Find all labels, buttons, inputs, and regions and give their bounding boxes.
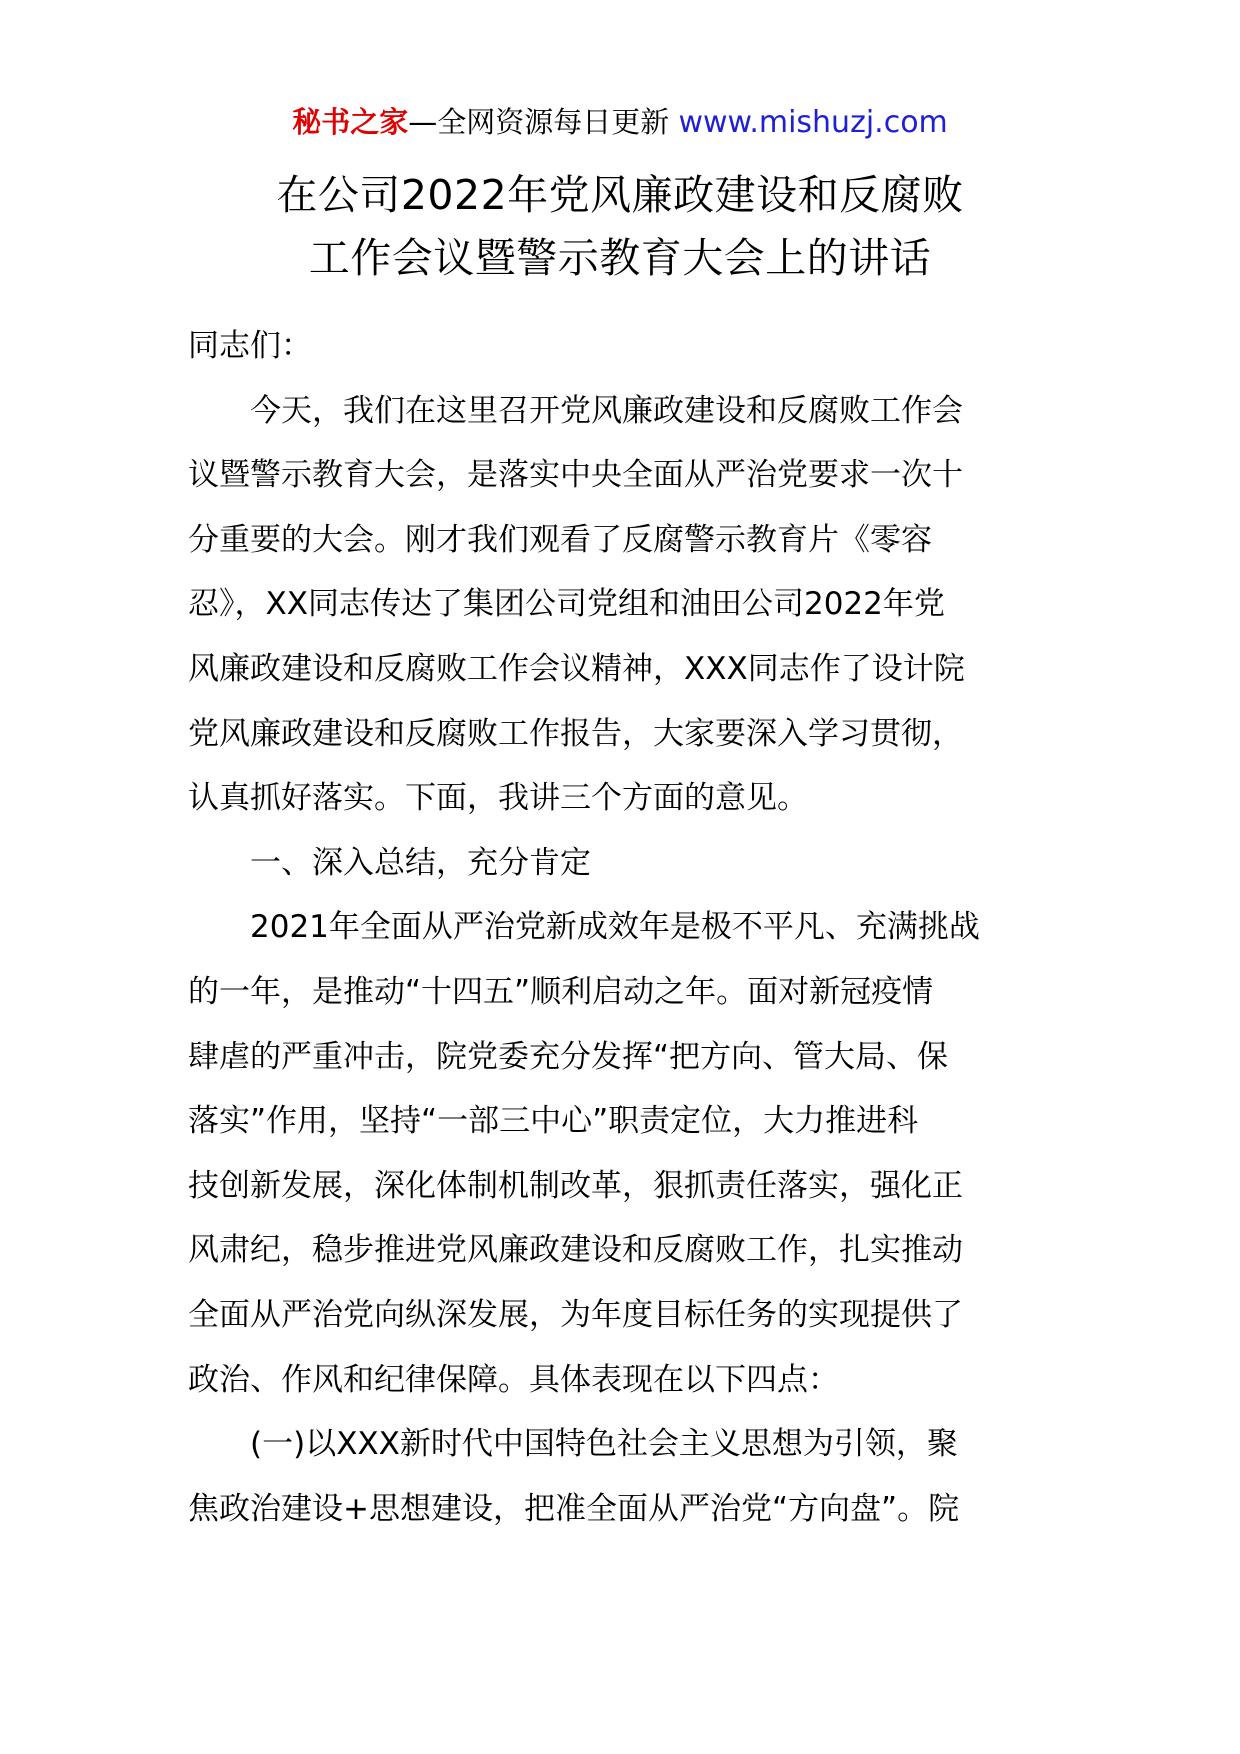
brand-name: 秘书之家 — [292, 105, 409, 139]
header-tagline: —全网资源每日更新 — [408, 105, 679, 139]
paragraph-1-line: 党风廉政建设和反腐败工作报告，大家要深入学习贯彻， — [188, 715, 963, 752]
paragraph-1-line: 风廉政建设和反腐败工作会议精神，XXX同志作了设计院 — [188, 650, 965, 687]
paragraph-2-line: 技创新发展，深化体制机制改革，狠抓责任落实，强化正 — [188, 1167, 963, 1204]
paragraph-1-line: 今天，我们在这里召开党风廉政建设和反腐败工作会 — [250, 392, 963, 429]
paragraph-2-line: 风肃纪，稳步推进党风廉政建设和反腐败工作，扎实推动 — [188, 1232, 963, 1269]
site-url-link[interactable]: www.mishuzj.com — [678, 105, 948, 140]
paragraph-2-line: 政治、作风和纪律保障。具体表现在以下四点： — [188, 1361, 839, 1398]
paragraph-1-line: 认真抓好落实。下面，我讲三个方面的意见。 — [188, 780, 808, 817]
paragraph-2-line: 的一年，是推动“十四五”顺利启动之年。面对新冠疫情 — [188, 973, 934, 1010]
paragraph-1-line: 分重要的大会。刚才我们观看了反腐警示教育片《零容 — [188, 521, 932, 558]
document-title-line-2: 工作会议暨警示教育大会上的讲话 — [308, 234, 932, 282]
salutation: 同志们： — [188, 328, 312, 364]
paragraph-2-line: 2021年全面从严治党新成效年是极不平凡、充满挑战 — [250, 909, 980, 946]
paragraph-1-line: 议暨警示教育大会，是落实中央全面从严治党要求一次十 — [188, 457, 963, 494]
document-title-line-1: 在公司2022年党风廉政建设和反腐败 — [276, 171, 964, 219]
paragraph-1-line: 忍》，XX同志传达了集团公司党组和油田公司2022年党 — [188, 586, 945, 623]
document-body — [188, 314, 1058, 1541]
site-header — [0, 102, 1240, 143]
paragraph-3-line: (一)以XXX新时代中国特色社会主义思想为引领，聚 — [250, 1426, 958, 1463]
paragraph-2-line: 全面从严治党向纵深发展，为年度目标任务的实现提供了 — [188, 1296, 963, 1333]
section-1-heading: 一、深入总结，充分肯定 — [250, 844, 591, 881]
paragraph-2-line: 肆虐的严重冲击，院党委充分发挥“把方向、管大局、保 — [188, 1038, 949, 1075]
paragraph-2-line: 落实”作用，坚持“一部三中心”职责定位，大力推进科 — [188, 1103, 919, 1140]
paragraph-3-line: 焦政治建设+思想建设，把准全面从严治党“方向盘”。院 — [188, 1490, 960, 1527]
